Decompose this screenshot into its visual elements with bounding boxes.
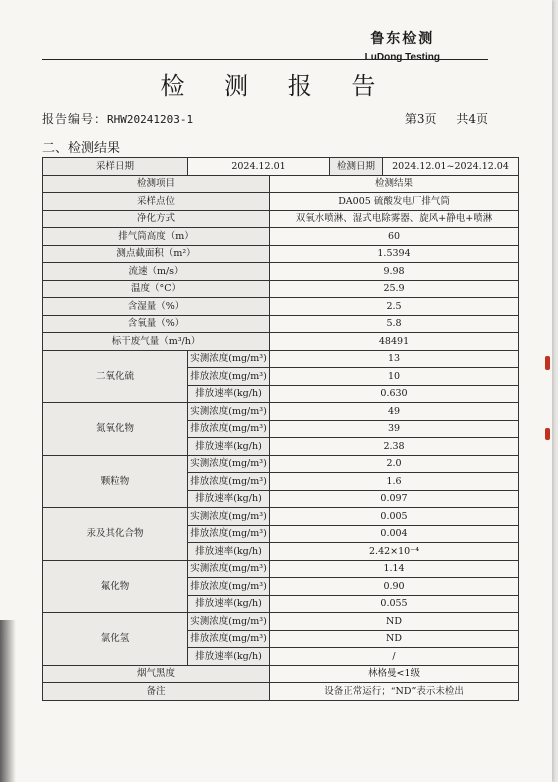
metric-value: 0.004 (270, 525, 519, 543)
company-header (365, 28, 440, 63)
table-row (43, 298, 519, 316)
page-edge-shadow (0, 620, 16, 782)
row-label: 采样点位 (43, 193, 270, 211)
metric-label: 排放速率(kg/h) (188, 543, 270, 561)
row-value: 60 (270, 228, 519, 246)
metric-value: 10 (270, 368, 519, 386)
company-name-en: LuDong Testing (364, 52, 440, 63)
table-row (43, 158, 519, 176)
report-number (42, 110, 193, 127)
table-row (43, 350, 519, 368)
table-row (43, 263, 519, 281)
report-number-value: RHW20241203-1 (107, 113, 194, 126)
metric-value: 2.38 (270, 438, 519, 456)
pollutant-name: 氮氧化物 (43, 403, 188, 456)
sampling-date-label: 采样日期 (43, 158, 188, 176)
metric-label: 排放浓度(mg/m³) (188, 420, 270, 438)
table-row (43, 210, 519, 228)
metric-label: 排放浓度(mg/m³) (188, 630, 270, 648)
test-date-value: 2024.12.01~2024.12.04 (383, 158, 519, 176)
metric-value: 2.0 (270, 455, 519, 473)
metric-value: 0.055 (270, 595, 519, 613)
metric-label: 实测浓度(mg/m³) (188, 508, 270, 526)
table-row (43, 245, 519, 263)
table-row (43, 560, 519, 578)
table-row (43, 683, 519, 701)
row-value: 9.98 (270, 263, 519, 281)
pollutant-name: 氯化氢 (43, 613, 188, 666)
report-title: 检 测 报 告 (160, 72, 392, 100)
row-label: 排气筒高度（m） (43, 228, 270, 246)
metric-label: 排放速率(kg/h) (188, 490, 270, 508)
row-value: 检测结果 (270, 175, 519, 193)
row-label: 备注 (43, 683, 270, 701)
row-label: 烟气黑度 (43, 665, 270, 683)
row-value: 1.5394 (270, 245, 519, 263)
row-value: 2.5 (270, 298, 519, 316)
pollutant-name: 氟化物 (43, 560, 188, 613)
metric-value: 13 (270, 350, 519, 368)
pollutant-name: 颗粒物 (43, 455, 188, 508)
row-label: 检测项目 (43, 175, 270, 193)
row-label: 含湿量（%） (43, 298, 270, 316)
metric-label: 实测浓度(mg/m³) (188, 455, 270, 473)
row-value: 5.8 (270, 315, 519, 333)
row-label: 温度（°C） (43, 280, 270, 298)
table-row (43, 175, 519, 193)
row-label: 净化方式 (43, 210, 270, 228)
metric-label: 排放速率(kg/h) (188, 648, 270, 666)
row-label: 测点截面积（m²） (43, 245, 270, 263)
metric-value: 1.6 (270, 473, 519, 491)
table-row (43, 403, 519, 421)
row-value: 25.9 (270, 280, 519, 298)
metric-label: 排放浓度(mg/m³) (188, 368, 270, 386)
metric-label: 实测浓度(mg/m³) (188, 403, 270, 421)
metric-value: 0.90 (270, 578, 519, 596)
table-row (43, 333, 519, 351)
pollutant-name: 二氧化硫 (43, 350, 188, 403)
table-row (43, 315, 519, 333)
metric-value: 39 (270, 420, 519, 438)
row-value: DA005 硫酸发电厂排气筒 (270, 193, 519, 211)
metric-value: ND (270, 613, 519, 631)
metric-label: 排放浓度(mg/m³) (188, 473, 270, 491)
table-row (43, 280, 519, 298)
row-label: 标干废气量（m³/h） (43, 333, 270, 351)
table-row (43, 508, 519, 526)
header-divider (42, 59, 488, 60)
row-value: 设备正常运行；“ND”表示未检出 (270, 683, 519, 701)
metric-value: 0.005 (270, 508, 519, 526)
report-number-label: 报告编号： (42, 112, 108, 126)
red-margin-mark (545, 356, 550, 370)
row-value: 双氧水喷淋、湿式电除雾器、旋风+静电+喷淋 (270, 210, 519, 228)
table-row (43, 455, 519, 473)
metric-value: 49 (270, 403, 519, 421)
metric-value: 2.42×10⁻⁴ (270, 543, 519, 561)
company-name-cn: 鲁东检测 (370, 31, 435, 47)
metric-label: 排放速率(kg/h) (188, 385, 270, 403)
metric-label: 排放速率(kg/h) (188, 438, 270, 456)
results-table (42, 157, 519, 701)
pollutant-name: 汞及其化合物 (43, 508, 188, 561)
page-total: 共4页 (456, 112, 488, 126)
metric-value: 0.097 (270, 490, 519, 508)
metric-label: 实测浓度(mg/m³) (188, 350, 270, 368)
table-row (43, 665, 519, 683)
metric-value: ND (270, 630, 519, 648)
row-value: 48491 (270, 333, 519, 351)
test-date-label: 检测日期 (330, 158, 383, 176)
metric-value: 0.630 (270, 385, 519, 403)
metric-label: 排放浓度(mg/m³) (188, 525, 270, 543)
page-number: 第3页 (404, 112, 437, 126)
page-info (389, 110, 488, 127)
metric-label: 排放浓度(mg/m³) (188, 578, 270, 596)
table-row (43, 613, 519, 631)
metric-label: 实测浓度(mg/m³) (188, 560, 270, 578)
metric-value: / (270, 648, 519, 666)
metric-label: 实测浓度(mg/m³) (188, 613, 270, 631)
table-row (43, 228, 519, 246)
metric-value: 1.14 (270, 560, 519, 578)
row-label: 流速（m/s） (43, 263, 270, 281)
sampling-date-value: 2024.12.01 (188, 158, 330, 176)
table-row (43, 193, 519, 211)
section-title: 二、检测结果 (42, 141, 121, 156)
metric-label: 排放速率(kg/h) (188, 595, 270, 613)
red-margin-mark (545, 428, 550, 440)
row-value: 林格曼<1级 (270, 665, 519, 683)
row-label: 含氧量（%） (43, 315, 270, 333)
